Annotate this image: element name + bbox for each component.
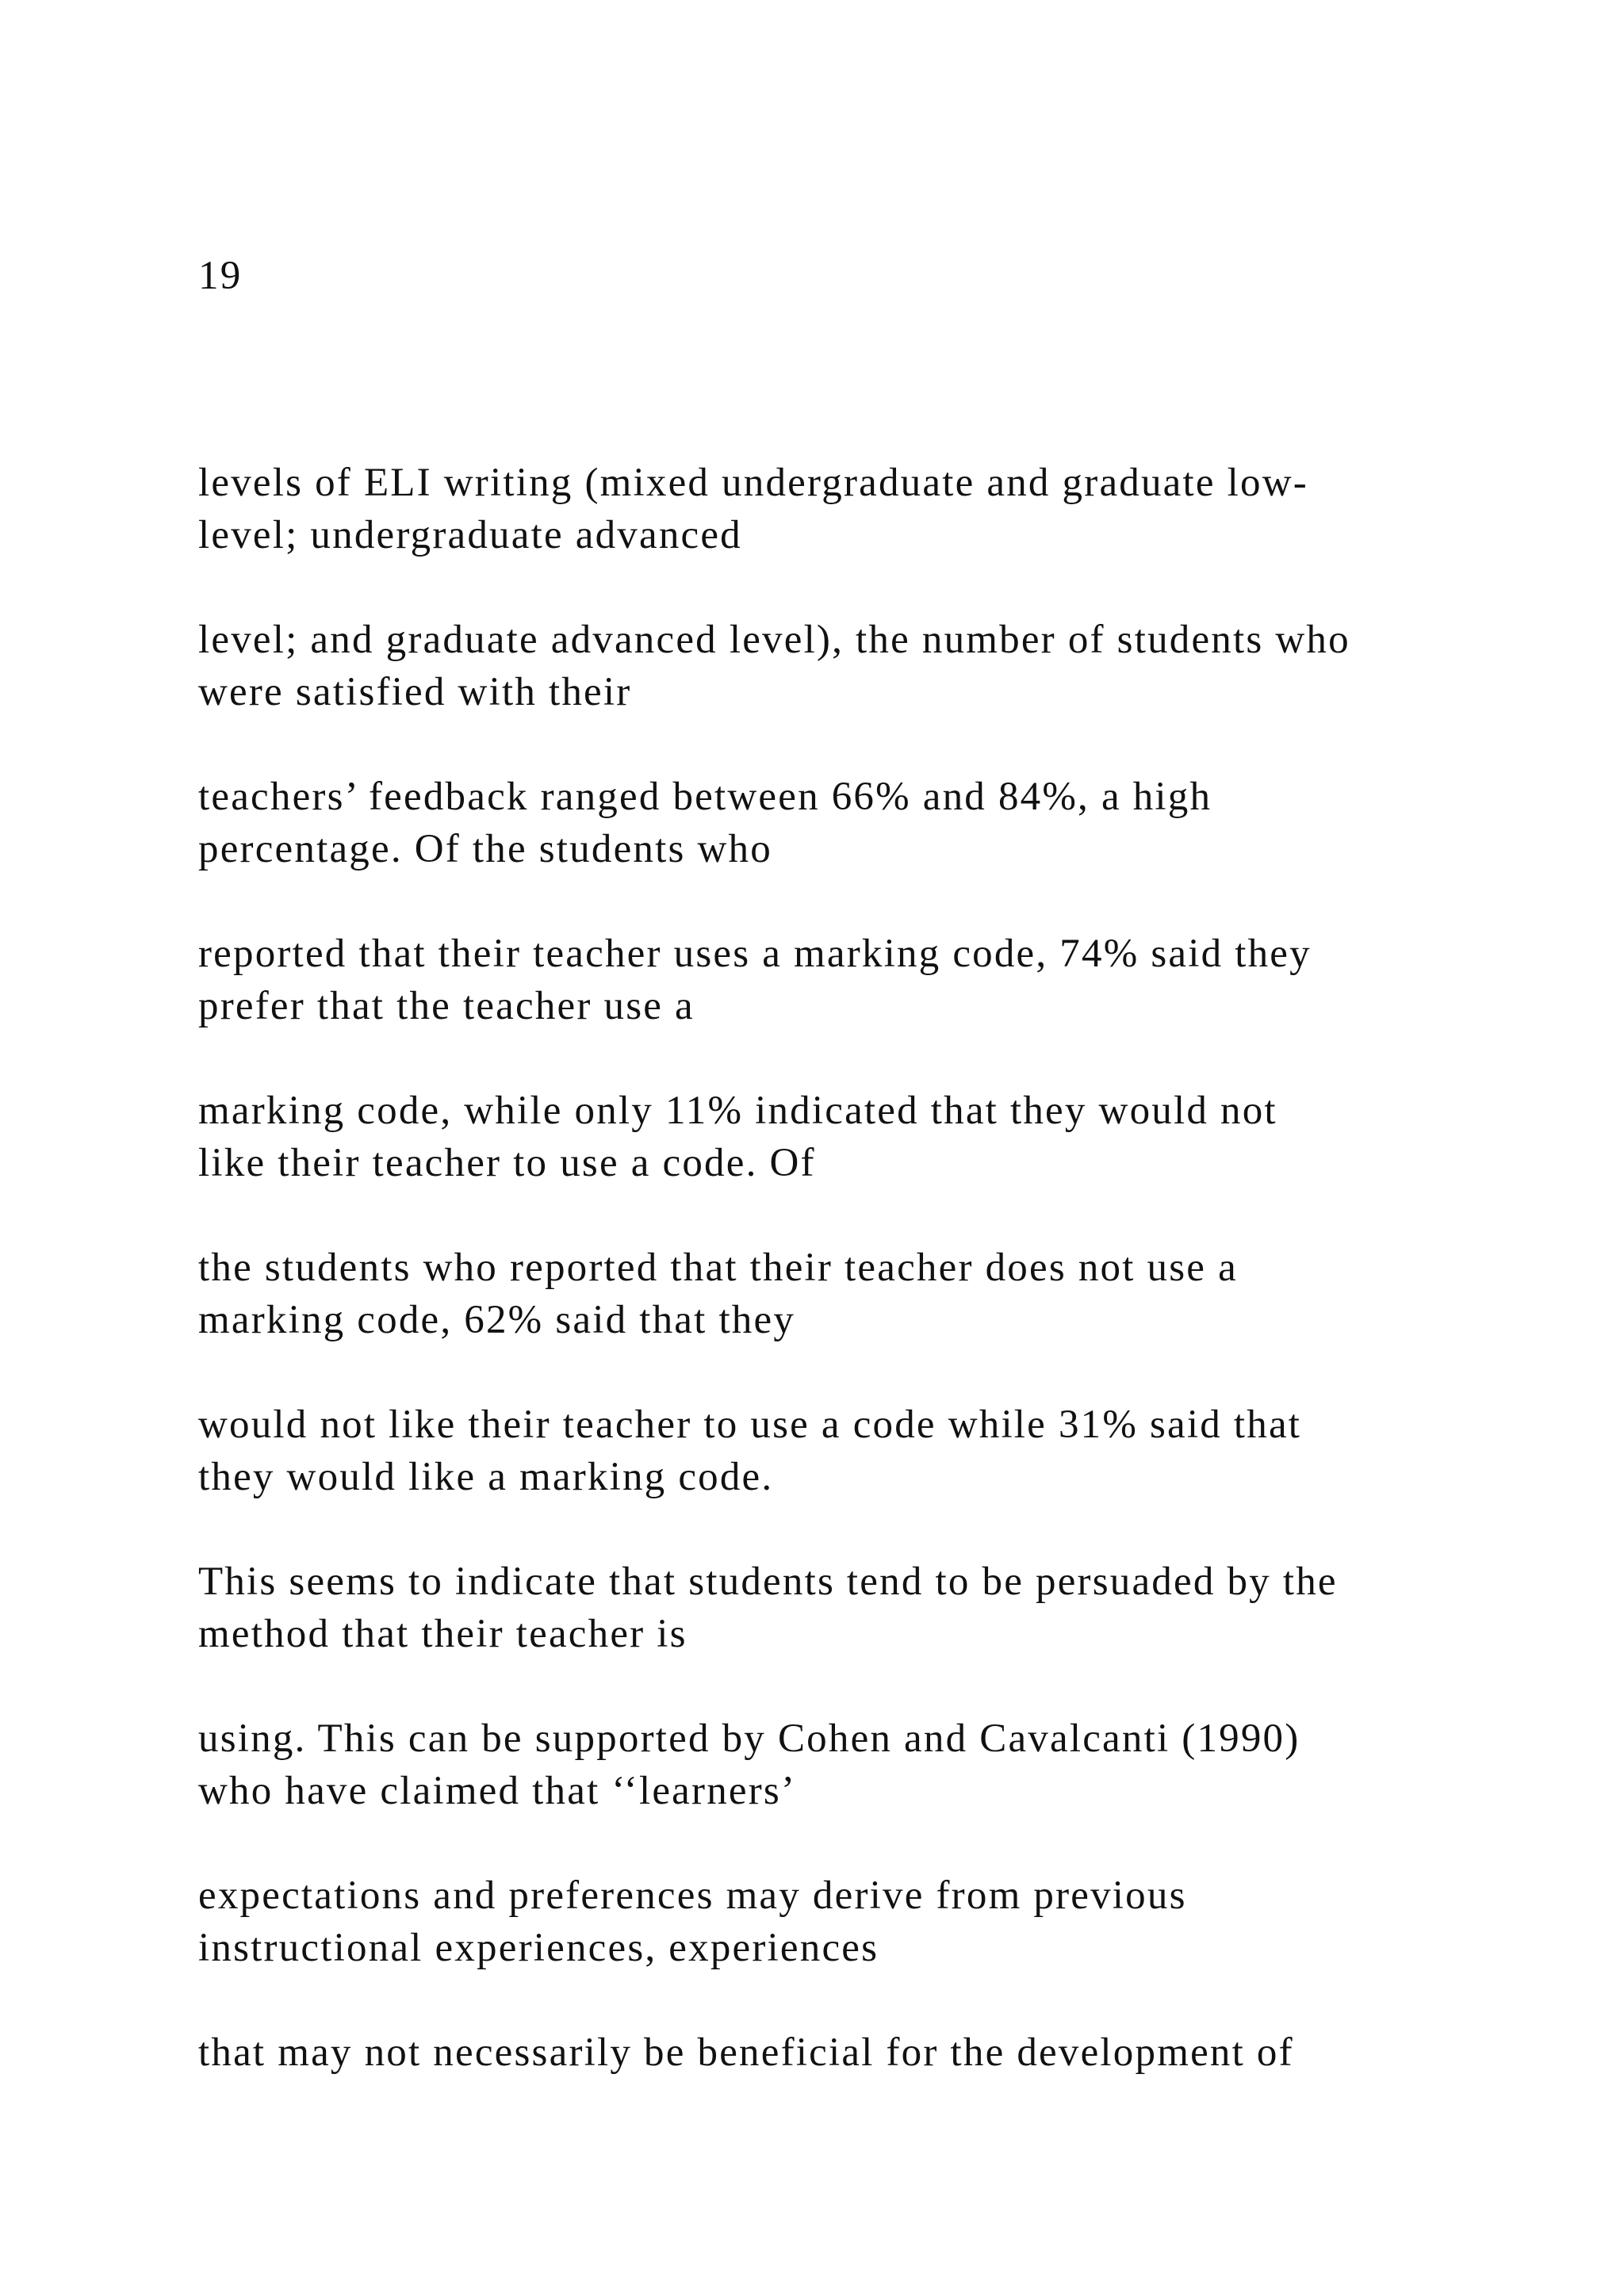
paragraph-7 [198, 1399, 1507, 1503]
text-line: prefer that the teacher use a [198, 984, 695, 1028]
text-line: instructional experiences, experiences [198, 1926, 879, 1970]
paragraph-8 [198, 1556, 1507, 1660]
paragraph-4 [198, 928, 1507, 1032]
text-line: percentage. Of the students who [198, 827, 772, 871]
text-line: who have claimed that ‘‘learners’ [198, 1769, 797, 1813]
text-line: using. This can be supported by Cohen and Cavalcanti (1990) [198, 1716, 1300, 1761]
paragraph-3 [198, 771, 1507, 875]
text-line: the students who reported that their teacher does not use a [198, 1246, 1238, 1290]
text-line: marking code, while only 11% indicated that they would not [198, 1089, 1277, 1133]
text-line: that may not necessarily be beneficial for the development of [198, 2030, 1294, 2075]
paragraph-5 [198, 1085, 1507, 1189]
paragraph-10 [198, 1869, 1507, 1974]
text-line: teachers’ feedback ranged between 66% and 84%, a high [198, 775, 1212, 819]
paragraph-1 [198, 457, 1507, 561]
paragraph-6 [198, 1242, 1507, 1346]
text-line: expectations and preferences may derive from previous [198, 1873, 1187, 1918]
text-line: method that their teacher is [198, 1612, 688, 1656]
text-line: reported that their teacher uses a marking code, 74% said they [198, 932, 1312, 976]
text-line: level; undergraduate advanced [198, 513, 742, 557]
paragraph-11 [198, 2026, 1507, 2079]
paragraph-2 [198, 614, 1507, 718]
page-number: 19 [198, 254, 243, 298]
text-line: were satisfied with their [198, 670, 632, 714]
text-line: would not like their teacher to use a code while 31% said that [198, 1402, 1302, 1447]
text-line: This seems to indicate that students tend to be persuaded by the [198, 1559, 1338, 1604]
text-line: like their teacher to use a code. Of [198, 1141, 816, 1185]
text-line: they would like a marking code. [198, 1455, 774, 1499]
text-line: level; and graduate advanced level), the number of students who [198, 618, 1350, 662]
text-line: levels of ELI writing (mixed undergraduate and graduate low- [198, 461, 1308, 505]
body-text [198, 457, 1507, 2131]
paragraph-9 [198, 1712, 1507, 1817]
text-line: marking code, 62% said that they [198, 1298, 796, 1342]
